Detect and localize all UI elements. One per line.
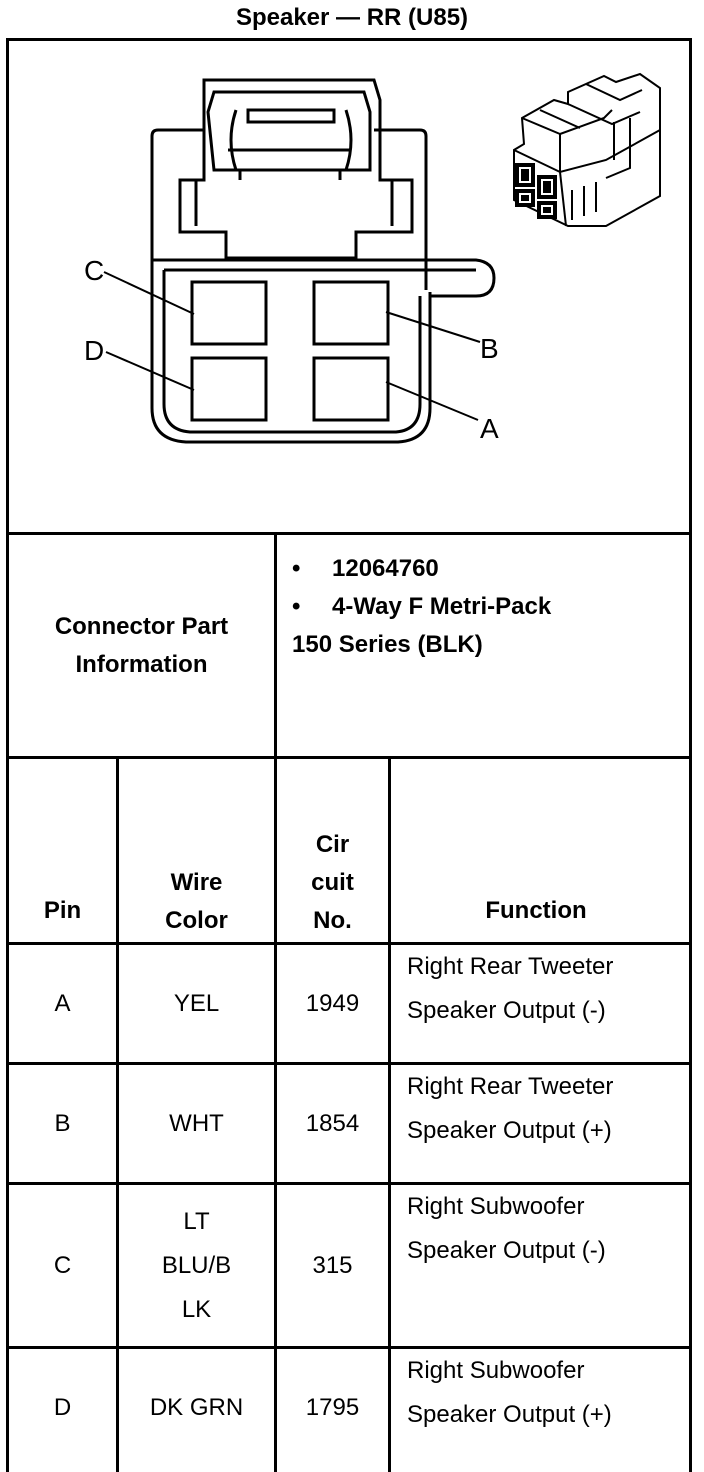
row-c-function-line2: Speaker Output (-)	[407, 1237, 606, 1264]
row-d-function-line1: Right Subwoofer	[407, 1357, 585, 1384]
row-c-pin: C	[53, 1251, 72, 1279]
connector-info-item: • 4-Way F Metri-Pack	[292, 593, 552, 620]
row-c-wire-color-line2: BLU/B	[161, 1251, 232, 1279]
row-b-function-line1: Right Rear Tweeter	[407, 1073, 614, 1100]
row-c-circuit: 315	[312, 1251, 353, 1279]
connector-diagram	[0, 0, 704, 540]
connector-info-list	[292, 550, 682, 664]
row-b-pin: B	[54, 1109, 71, 1137]
page-title: Speaker — RR (U85)	[235, 4, 469, 31]
row-a-pin: A	[54, 989, 71, 1017]
row-b-wire-color: WHT	[169, 1109, 224, 1137]
row-b-function	[391, 1065, 681, 1182]
diagram-label-b: B	[480, 333, 499, 364]
row-d-circuit: 1795	[305, 1394, 360, 1421]
header-circuit-line3: No.	[313, 907, 352, 934]
row-a-function-line2: Speaker Output (-)	[407, 997, 606, 1024]
connector-info-item: • 12064760	[292, 555, 439, 582]
row-c-wire-color-line3: LK	[181, 1295, 212, 1323]
part-number: 12064760	[332, 555, 439, 582]
row-c-wire-color-line1: LT	[183, 1207, 210, 1235]
row-d-function-line2: Speaker Output (+)	[407, 1401, 612, 1428]
header-circuit	[277, 800, 388, 940]
connector-info-label-line2: Information	[75, 650, 208, 678]
connector-type: 4-Way F Metri-Pack	[332, 593, 552, 620]
row-b-function-line2: Speaker Output (+)	[407, 1117, 612, 1144]
divider-info-vertical	[274, 532, 277, 759]
row-a-function-line1: Right Rear Tweeter	[407, 953, 614, 980]
divider-info	[6, 756, 692, 759]
row-d-function	[391, 1349, 681, 1467]
row-c-function-line1: Right Subwoofer	[407, 1193, 585, 1220]
header-wire-color-line2: Color	[165, 907, 228, 934]
row-b-circuit: 1854	[305, 1109, 360, 1137]
row-c-function	[391, 1185, 681, 1346]
row-d-pin: D	[53, 1394, 72, 1421]
diagram-label-d: D	[84, 335, 105, 366]
row-a-wire-color: YEL	[173, 989, 220, 1017]
connector-info-label	[9, 535, 274, 756]
connector-series: 150 Series (BLK)	[292, 631, 483, 658]
row-a-circuit: 1949	[305, 989, 360, 1017]
row-a-function	[391, 945, 681, 1062]
diagram-label-a: A	[480, 413, 499, 444]
header-circuit-line2: cuit	[311, 869, 354, 896]
header-pin: Pin	[43, 897, 82, 924]
header-wire-color-line1: Wire	[170, 869, 223, 896]
header-function: Function	[485, 897, 587, 924]
row-d-wire-color: DK GRN	[149, 1394, 244, 1421]
diagram-label-c: C	[84, 255, 105, 286]
header-circuit-line1: Cir	[315, 831, 350, 858]
header-wire-color	[119, 840, 274, 940]
connector-info-label-line1: Connector Part	[54, 612, 229, 640]
row-c-wire-color	[119, 1185, 274, 1346]
